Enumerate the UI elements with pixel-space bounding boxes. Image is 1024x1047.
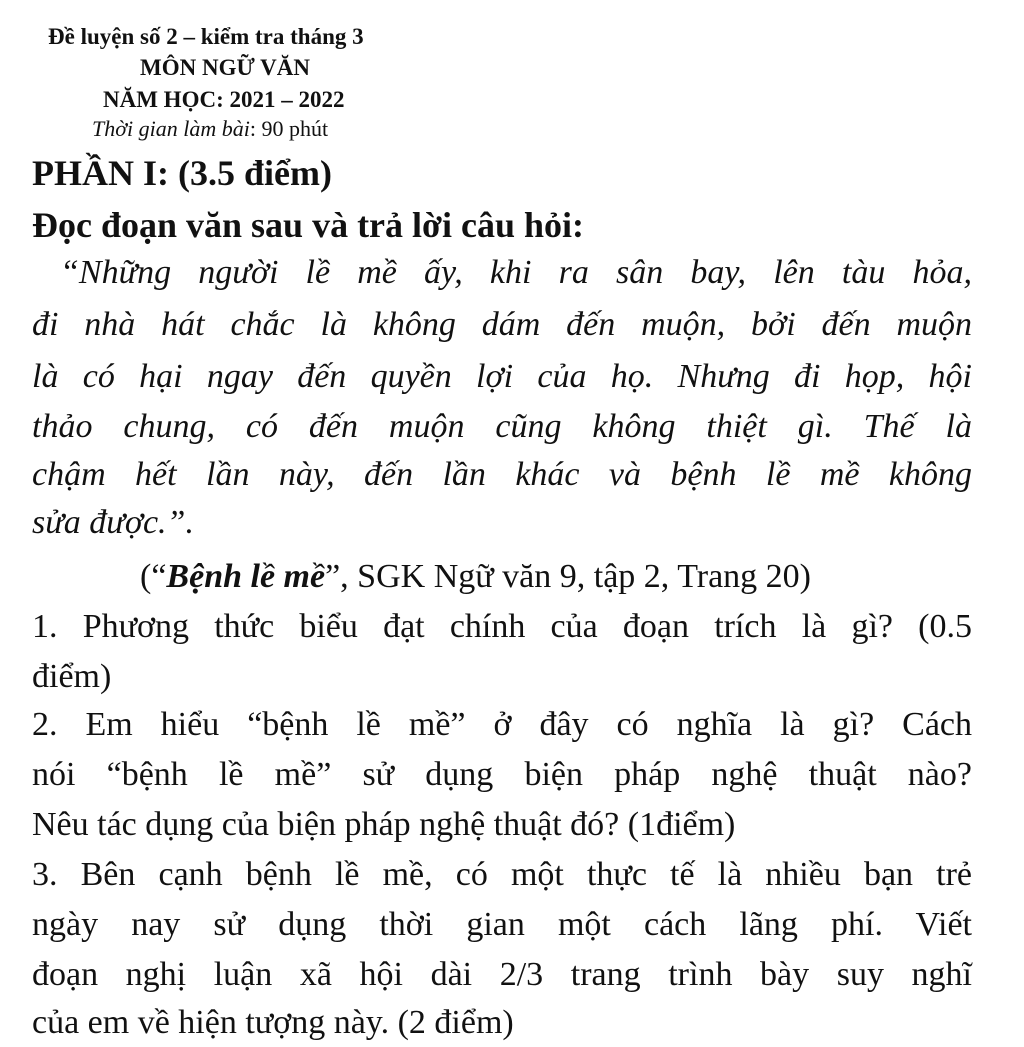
passage-source	[140, 558, 811, 596]
question-3-line: ngày nay sử dụng thời gian một cách lãng phí. Viết	[32, 906, 972, 943]
part-heading: PHẦN I: (3.5 điểm)	[32, 153, 332, 193]
question-1-line: điểm)	[32, 658, 112, 695]
reading-instruction: Đọc đoạn văn sau và trả lời câu hỏi:	[32, 205, 584, 245]
question-2-line: 2. Em hiểu “bệnh lề mề” ở đây có nghĩa là gì? Cách	[32, 706, 972, 743]
source-open: (“	[140, 558, 167, 595]
question-3-line: của em về hiện tượng này. (2 điểm)	[32, 1004, 514, 1041]
time-limit-line	[92, 116, 328, 142]
exam-title: Đề luyện số 2 – kiểm tra tháng 3	[48, 24, 364, 49]
source-rest: ”, SGK Ngữ văn 9, tập 2, Trang 20)	[325, 558, 812, 595]
time-limit-label: Thời gian làm bài	[92, 116, 250, 141]
passage-line: thảo chung, có đến muộn cũng không thiệt gì. Thế là	[32, 408, 972, 445]
source-title: Bệnh lề mề	[166, 558, 326, 595]
school-year-line: NĂM HỌC: 2021 – 2022	[103, 87, 345, 112]
question-2-line: nói “bệnh lề mề” sử dụng biện pháp nghệ thuật nào?	[32, 756, 972, 793]
subject-line: MÔN NGỮ VĂN	[140, 55, 310, 80]
passage-line: sửa được.”.	[32, 504, 194, 541]
passage-line: “Những người lề mề ấy, khi ra sân bay, lên tàu hỏa,	[60, 254, 972, 291]
passage-line: đi nhà hát chắc là không dám đến muộn, bởi đến muộn	[32, 306, 972, 343]
question-3-line: 3. Bên cạnh bệnh lề mề, có một thực tế là nhiều bạn trẻ	[32, 856, 972, 893]
question-2-line: Nêu tác dụng của biện pháp nghệ thuật đó? (1điểm)	[32, 806, 736, 843]
time-limit-value: : 90 phút	[249, 116, 329, 141]
question-1-line: 1. Phương thức biểu đạt chính của đoạn trích là gì? (0.5	[32, 608, 972, 645]
question-3-line: đoạn nghị luận xã hội dài 2/3 trang trình bày suy nghĩ	[32, 956, 972, 993]
passage-line: chậm hết lần này, đến lần khác và bệnh lề mề không	[32, 456, 972, 493]
passage-line: là có hại ngay đến quyền lợi của họ. Nhưng đi họp, hội	[32, 358, 972, 395]
